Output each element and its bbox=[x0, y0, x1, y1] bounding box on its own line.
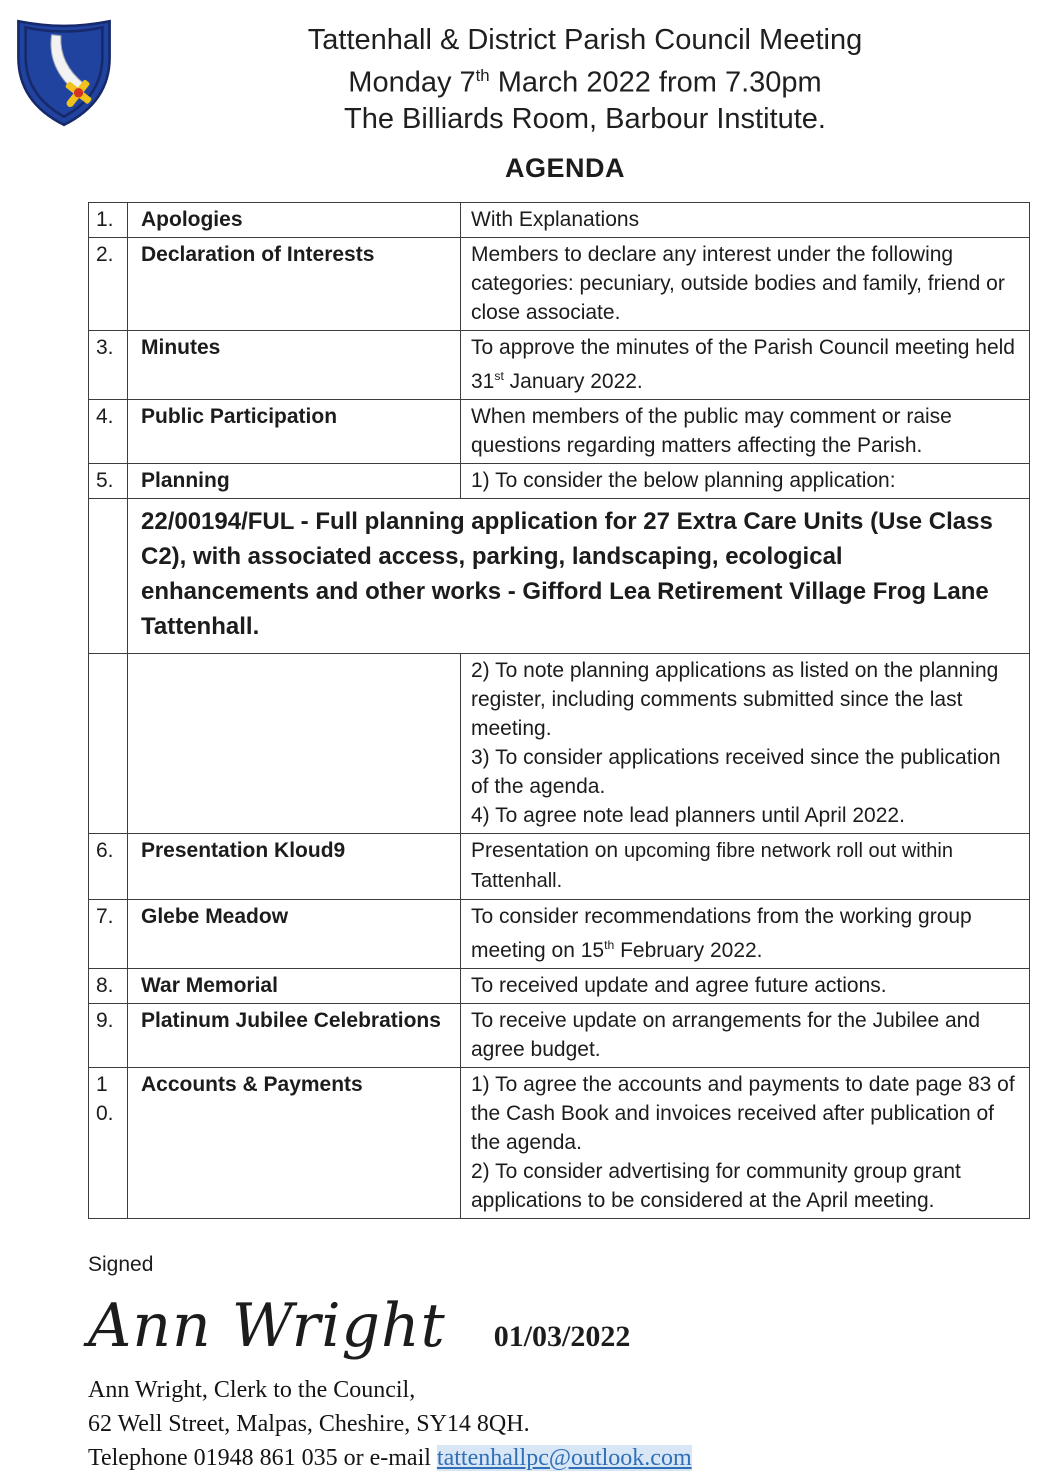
item-description: To consider recommendations from the working group meeting on 15th February 2022. bbox=[461, 899, 1030, 968]
item-topic: Public Participation bbox=[128, 399, 461, 463]
item-description: 1) To agree the accounts and payments to date page 83 of the Cash Book and invoices received after publication of the agenda. 2) To consider advertising for community group grant applications to be considered at the April meeting. bbox=[461, 1067, 1030, 1218]
item-description: To approve the minutes of the Parish Council meeting held 31st January 2022. bbox=[461, 330, 1030, 399]
item-topic: Presentation Kloud9 bbox=[128, 833, 461, 899]
table-row-planning-continued bbox=[89, 653, 1030, 833]
table-row-accounts-payments bbox=[89, 1067, 1030, 1218]
table-row-apologies bbox=[89, 202, 1030, 237]
clerk-contact-block bbox=[88, 1373, 1037, 1475]
item-number: 6. bbox=[89, 833, 128, 899]
parish-crest-icon bbox=[12, 14, 116, 128]
table-row-minutes bbox=[89, 330, 1030, 399]
clerk-contact-line: Telephone 01948 861 035 or e-mail tattenhallpc@outlook.com bbox=[88, 1444, 692, 1471]
item-number: 8. bbox=[89, 968, 128, 1003]
item-description: To receive update on arrangements for the Jubilee and agree budget. bbox=[461, 1003, 1030, 1067]
table-row-presentation-kloud9 bbox=[89, 833, 1030, 899]
item-topic: Declaration of Interests bbox=[128, 237, 461, 330]
signature-row bbox=[88, 1283, 1037, 1369]
item-description: To received update and agree future actions. bbox=[461, 968, 1030, 1003]
item-number: 3. bbox=[89, 330, 128, 399]
table-row-platinum-jubilee bbox=[89, 1003, 1030, 1067]
table-row-public-participation bbox=[89, 399, 1030, 463]
item-topic bbox=[128, 653, 461, 833]
header-date-ordinal: th bbox=[475, 66, 490, 85]
item-number: 2. bbox=[89, 237, 128, 330]
header-date-post: March 2022 from 7.30pm bbox=[489, 66, 822, 99]
header-venue-line: The Billiards Room, Barbour Institute. bbox=[344, 102, 826, 135]
header-date-pre: Monday 7 bbox=[348, 66, 476, 99]
item-description: When members of the public may comment or raise questions regarding matters affecting the Parish. bbox=[461, 399, 1030, 463]
email-link[interactable]: tattenhallpc@outlook.com bbox=[436, 1444, 692, 1471]
item-number: 10. bbox=[89, 1067, 128, 1218]
signed-label: Signed bbox=[88, 1252, 154, 1276]
document-header bbox=[130, 0, 1037, 137]
item-number: 5. bbox=[89, 463, 128, 498]
item-topic: War Memorial bbox=[128, 968, 461, 1003]
table-row-war-memorial bbox=[89, 968, 1030, 1003]
item-topic: Accounts & Payments bbox=[128, 1067, 461, 1218]
item-number: 9. bbox=[89, 1003, 128, 1067]
item-topic: Planning bbox=[128, 463, 461, 498]
signature-date: 01/03/2022 bbox=[493, 1319, 631, 1353]
clerk-address-line: 62 Well Street, Malpas, Cheshire, SY14 8QH. bbox=[88, 1410, 530, 1437]
item-number: 1. bbox=[89, 202, 128, 237]
agenda-heading: AGENDA bbox=[504, 152, 625, 183]
item-description: Members to declare any interest under the following categories: pecuniary, outside bodies and family, friend or close associate. bbox=[461, 237, 1030, 330]
item-description: 1) To consider the below planning application: bbox=[461, 463, 1030, 498]
item-topic: Minutes bbox=[128, 330, 461, 399]
item-description: With Explanations bbox=[461, 202, 1030, 237]
item-topic: Apologies bbox=[128, 202, 461, 237]
item-number bbox=[89, 498, 128, 653]
planning-application-text: 22/00194/FUL - Full planning application for 27 Extra Care Units (Use Class C2), with associated access, parking, landscaping, ecological enhancements and other works - Gifford Lea Retirement Village Frog Lane Tattenhall. bbox=[128, 498, 1030, 653]
table-row-glebe-meadow bbox=[89, 899, 1030, 968]
item-topic: Platinum Jubilee Celebrations bbox=[128, 1003, 461, 1067]
item-description: 2) To note planning applications as listed on the planning register, including comments submitted since the last meeting. 3) To consider applications received since the publication of the agenda. 4) To agree note lead planners until April 2022. bbox=[461, 653, 1030, 833]
item-description: Presentation on upcoming fibre network roll out within Tattenhall. bbox=[461, 833, 1030, 899]
item-number bbox=[89, 653, 128, 833]
table-row-planning-application bbox=[89, 498, 1030, 653]
agenda-table bbox=[88, 202, 1030, 1219]
header-date-line bbox=[130, 58, 1037, 101]
item-number: 7. bbox=[89, 899, 128, 968]
signature-handwriting: Ann Wright bbox=[88, 1290, 446, 1361]
header-title-line: Tattenhall & District Parish Council Meeting bbox=[307, 24, 863, 56]
clerk-name-line: Ann Wright, Clerk to the Council, bbox=[88, 1376, 416, 1403]
table-row-planning bbox=[89, 463, 1030, 498]
table-row-declaration-of-interests bbox=[89, 237, 1030, 330]
item-number: 4. bbox=[89, 399, 128, 463]
item-topic: Glebe Meadow bbox=[128, 899, 461, 968]
